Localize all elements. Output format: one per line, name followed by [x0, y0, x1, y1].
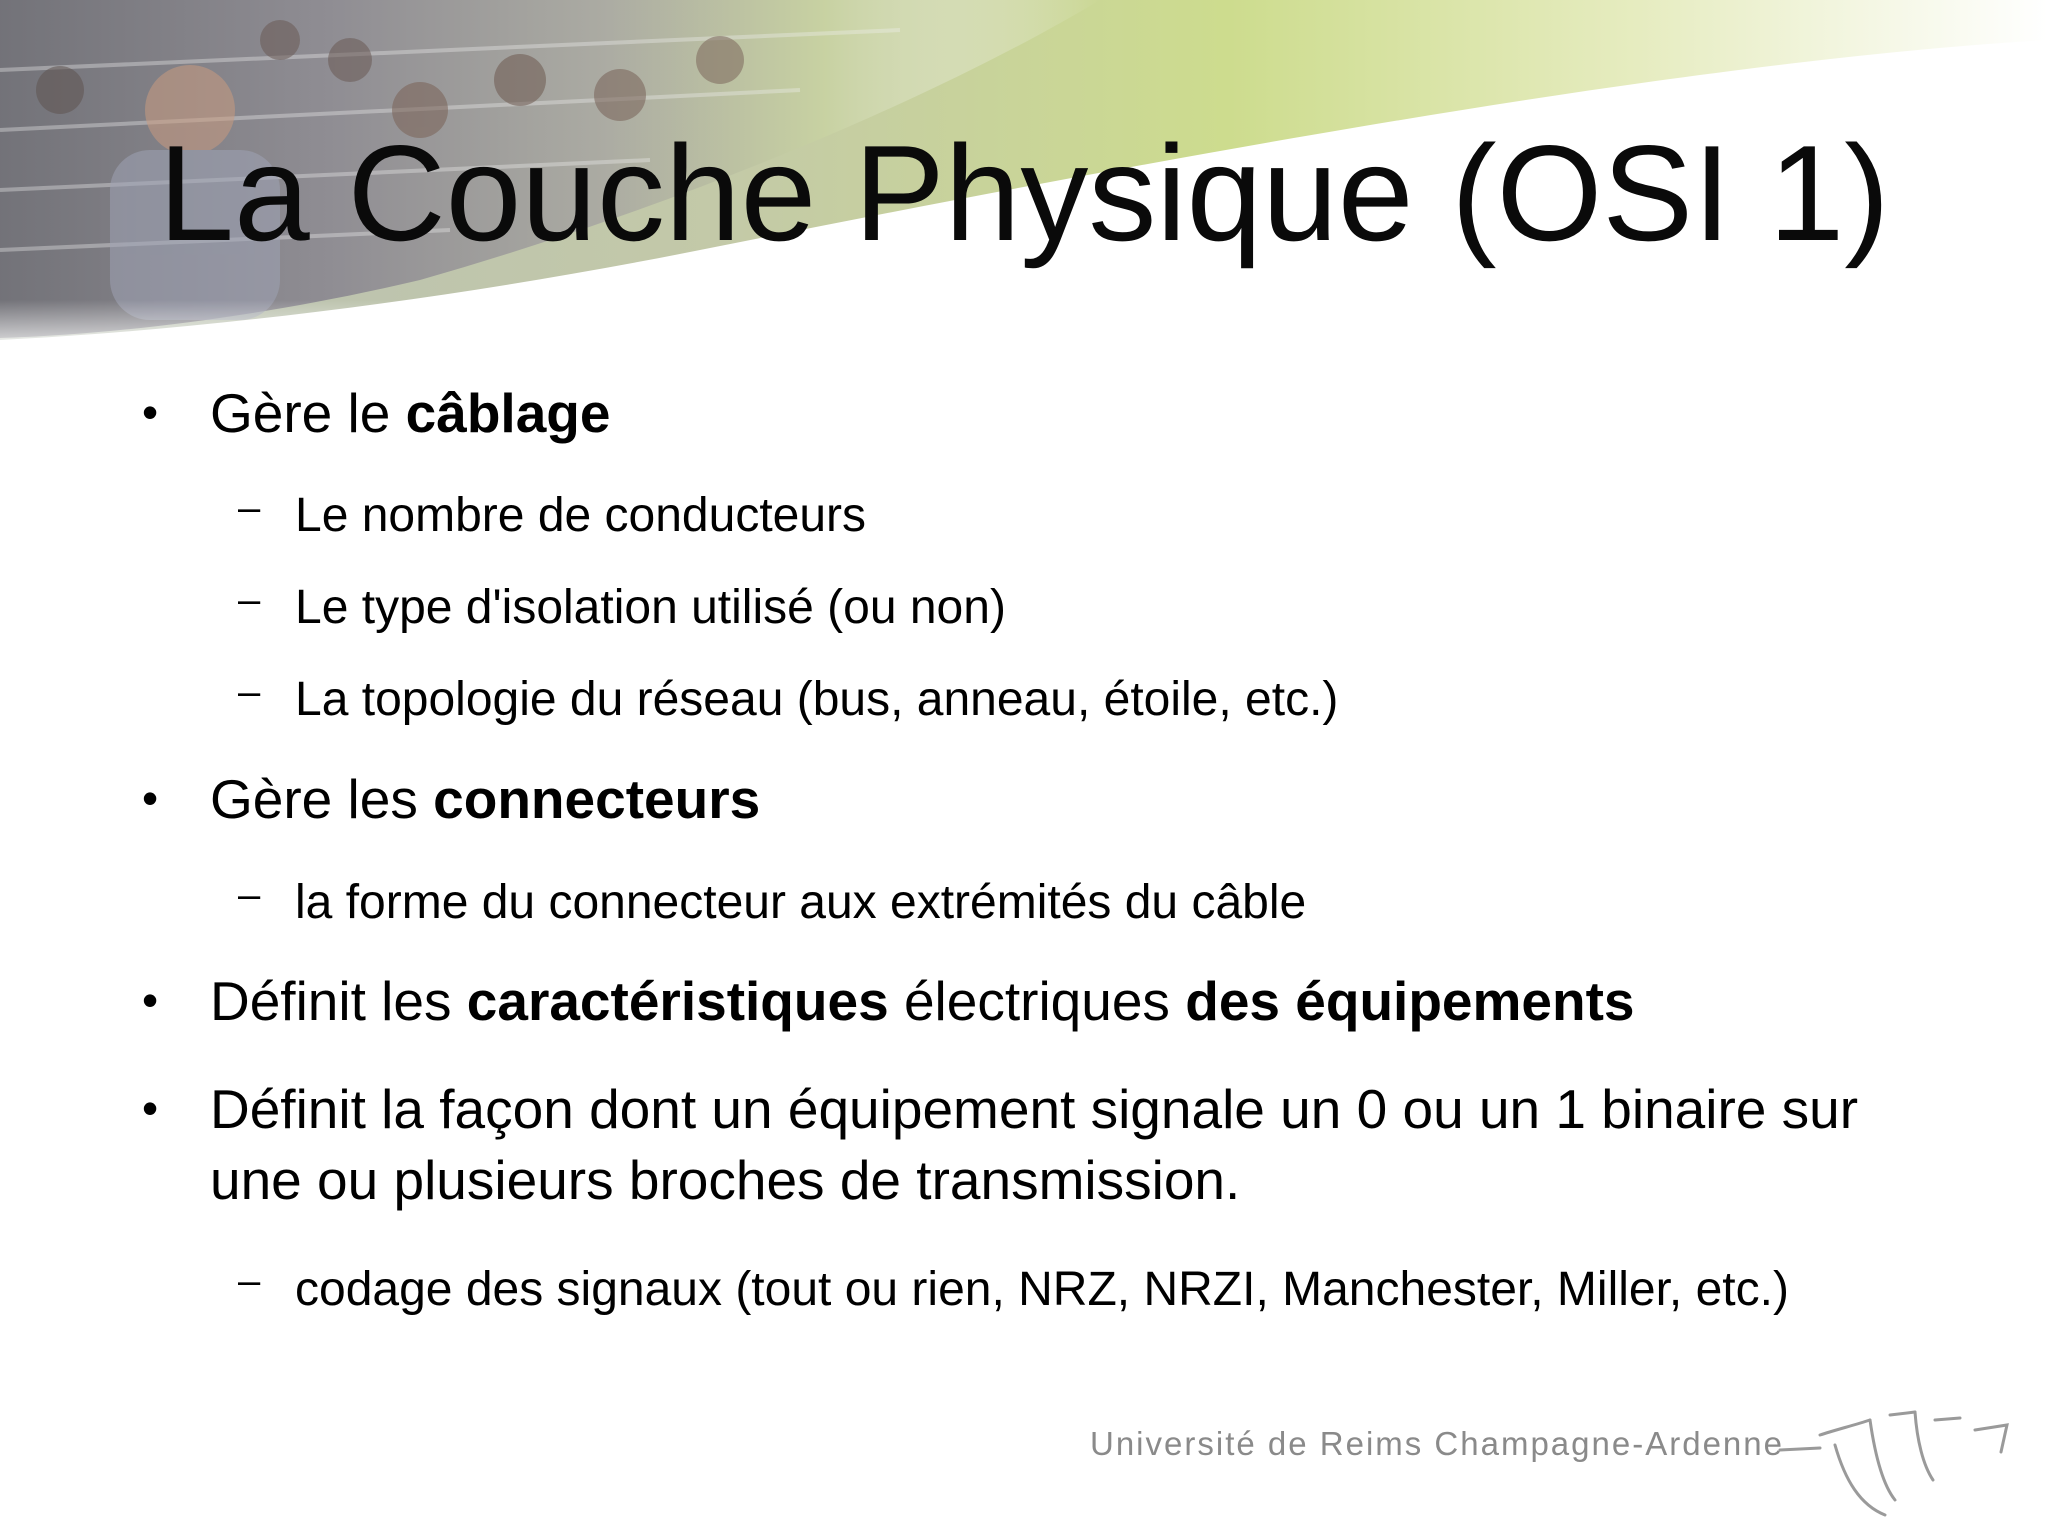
university-logo-icon [1775, 1390, 2015, 1520]
sub-bullet-marker: – [238, 486, 261, 530]
bullet-text-part: Définit les [210, 970, 467, 1032]
sub-bullet-item: Le nombre de conducteurs [295, 489, 867, 542]
bullet-text-part: Gère les [210, 768, 434, 830]
sub-bullet-item: codage des signaux (tout ou rien, NRZ, NRZI, Manchester, Miller, etc.) [295, 1263, 1789, 1316]
bullet-text-bold: connecteurs [433, 768, 761, 830]
bullet-text-part: Définit la façon dont un équipement signale un 0 ou un 1 binaire sur une ou plusieurs broches de transmission. [210, 1078, 1859, 1211]
bullet-marker: • [142, 974, 159, 1026]
sub-bullet-item: Le type d'isolation utilisé (ou non) [295, 581, 1006, 634]
sub-bullet-marker: – [238, 670, 261, 714]
bullet-marker: • [142, 1082, 159, 1134]
bullet-text-part: Gère le [210, 382, 406, 444]
sub-bullet-marker: – [238, 578, 261, 622]
bullet-text-bold: des équipements [1185, 970, 1635, 1032]
sub-bullet-marker: – [238, 1259, 261, 1303]
slide-title: La Couche Physique (OSI 1) [158, 117, 1890, 269]
bullet-item [210, 378, 1910, 449]
sub-bullet-item: La topologie du réseau (bus, anneau, étoile, etc.) [295, 673, 1339, 726]
bullet-text-bold: caractéristiques [466, 970, 889, 1032]
sub-bullet-marker: – [238, 873, 261, 917]
bullet-text-part: électriques [888, 970, 1186, 1032]
bullet-marker: • [142, 772, 159, 824]
bullet-item [210, 966, 1910, 1037]
bullet-marker: • [142, 386, 159, 438]
bullet-text-bold: câblage [405, 382, 611, 444]
sub-bullet-item: la forme du connecteur aux extrémités du câble [295, 876, 1307, 929]
footer-university-name: Université de Reims Champagne-Ardenne [1090, 1425, 1784, 1462]
bullet-item [210, 1074, 1930, 1216]
bullet-item [210, 764, 1910, 835]
